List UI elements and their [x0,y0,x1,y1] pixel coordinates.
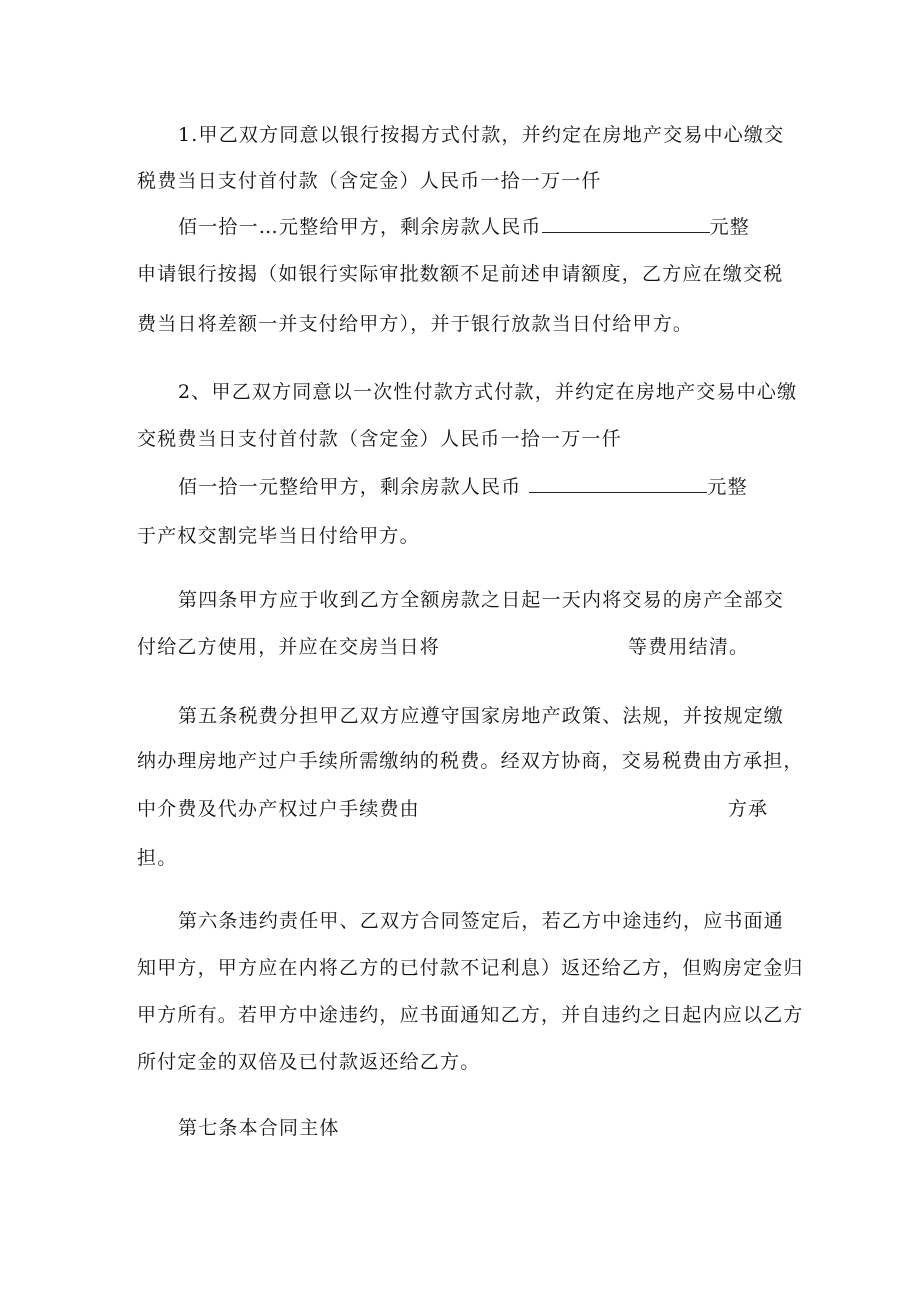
clause1-line1: 1.甲乙双方同意以银行按揭方式付款，并约定在房地产交易中心缴交 [178,124,785,146]
clause2-line3-suffix: 元整 [707,476,748,498]
clause1-line3 [178,214,750,240]
clause2-line3 [178,474,748,500]
clause2-line1: 2、甲乙双方同意以一次性付款方式付款，并约定在房地产交易中心缴 [178,381,798,403]
article5-line3 [137,796,768,822]
article6-line2: 知甲方，甲方应在内将乙方的已付款不记利息）返还给乙方，但购房定金归 [137,957,804,979]
clause1-line3-text: 佰一拾一…元整给甲方，剩余房款人民币 [178,216,542,238]
article6-line1: 第六条违约责任甲、乙双方合同签定后，若乙方中途违约，应书面通 [178,910,785,932]
article5-line3-text: 中介费及代办产权过户手续费由 [137,798,420,820]
article4-line2-text: 付给乙方使用，并应在交房当日将 [137,636,441,658]
clause2-line2: 交税费当日支付首付款（含定金）人民币一拾一万一仟 [137,428,622,450]
clause2-line3-text: 佰一拾一元整给甲方，剩余房款人民币 [178,476,522,498]
article5-line3-suffix: 方承 [727,798,769,820]
clause1-line2: 税费当日支付首付款（含定金）人民币一拾一万一仟 [137,170,602,192]
article4-line1: 第四条甲方应于收到乙方全额房款之日起一天内将交易的房产全部交 [178,589,785,611]
article6-line3: 甲方所有。若甲方中途违约，应书面通知乙方，并自违约之日起内应以乙方 [137,1004,804,1026]
clause1-line3-suffix: 元整 [709,216,751,238]
article5-line4: 担。 [137,847,178,869]
article5-line2: 纳办理房地产过户手续所需缴纳的税费。经双方协商，交易税费由方承担， [137,750,804,772]
amount-blank-field[interactable] [529,474,707,493]
article5-line1: 第五条税费分担甲乙双方应遵守国家房地产政策、法规，并按规定缴 [178,705,785,727]
article6-line4: 所付定金的双倍及已付款返还给乙方。 [137,1051,481,1073]
clause1-line4: 申请银行按揭（如银行实际审批数额不足前述申请额度，乙方应在缴交税 [137,263,784,285]
article4-line2-suffix: 等费用结清。 [628,636,750,658]
article4-line2 [137,634,749,660]
clause2-line4: 于产权交割完毕当日付给甲方。 [137,525,420,547]
clause1-line5: 费当日将差额一并支付给甲方），并于银行放款当日付给甲方。 [137,313,694,335]
amount-blank-field[interactable] [542,214,710,233]
article7-line1: 第七条本合同主体 [178,1117,340,1139]
